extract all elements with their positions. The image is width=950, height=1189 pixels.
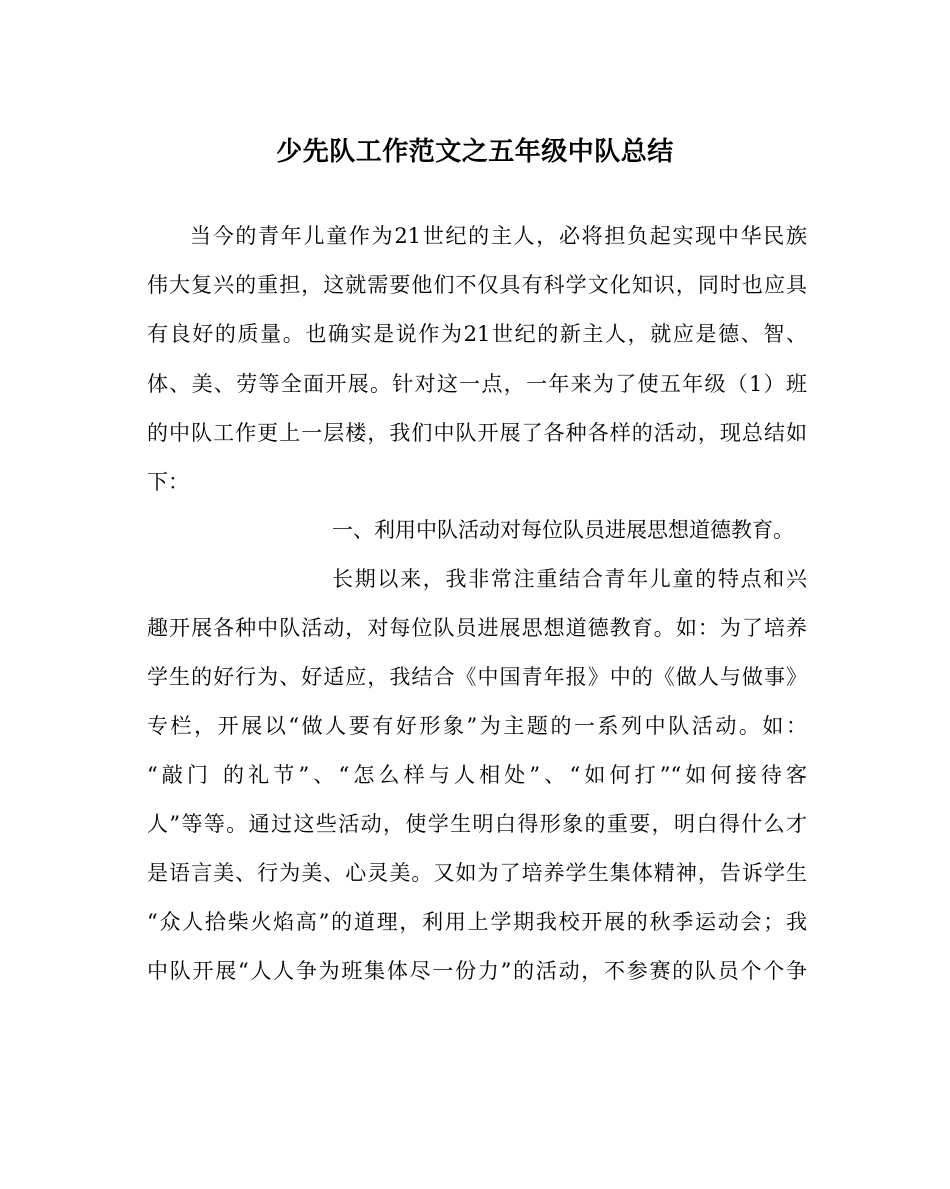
paragraph-line: 中队开展“人人争为班集体尽一份力”的活动，不参赛的队员个个争 [147, 959, 807, 983]
paragraph-line: 的中队工作更上一层楼，我们中队开展了各种各样的活动，现总结如 [147, 421, 807, 445]
section-heading: 一、利用中队活动对每位队员进展思想道德教育。 [332, 518, 794, 542]
paragraph-line: 长期以来，我非常注重结合青年儿童的特点和兴 [332, 567, 807, 591]
paragraph-line: 人”等等。通过这些活动，使学生明白得形象的重要，明白得什么才 [147, 812, 807, 836]
paragraph-line: 有良好的质量。也确实是说作为21世纪的新主人，就应是德、智、 [147, 322, 807, 346]
paragraph-line: 体、美、劳等全面开展。针对这一点，一年来为了使五年级（1）班 [147, 372, 807, 396]
paragraph-line: “众人拾柴火焰高”的道理，利用上学期我校开展的秋季运动会；我 [147, 910, 807, 934]
paragraph-line: 是语言美、行为美、心灵美。又如为了培养学生集体精神，告诉学生 [147, 861, 807, 885]
paragraph-line: 当今的青年儿童作为21世纪的主人，必将担负起实现中华民族 [190, 224, 807, 248]
document-title: 少先队工作范文之五年级中队总结 [276, 137, 674, 167]
paragraph-line: 伟大复兴的重担，这就需要他们不仅具有科学文化知识，同时也应具 [147, 273, 807, 297]
paragraph-line: 学生的好行为、好适应，我结合《中国青年报》中的《做人与做事》 [147, 665, 807, 689]
paragraph-line: 趣开展各种中队活动，对每位队员进展思想道德教育。如：为了培养 [147, 616, 807, 640]
paragraph-line: “敲门 的礼节”、“怎么样与人相处”、“如何打”“如何接待客 [147, 763, 807, 787]
paragraph-line: 下： [147, 470, 189, 494]
paragraph-line: 专栏，开展以“做人要有好形象”为主题的一系列中队活动。如： [147, 714, 807, 738]
